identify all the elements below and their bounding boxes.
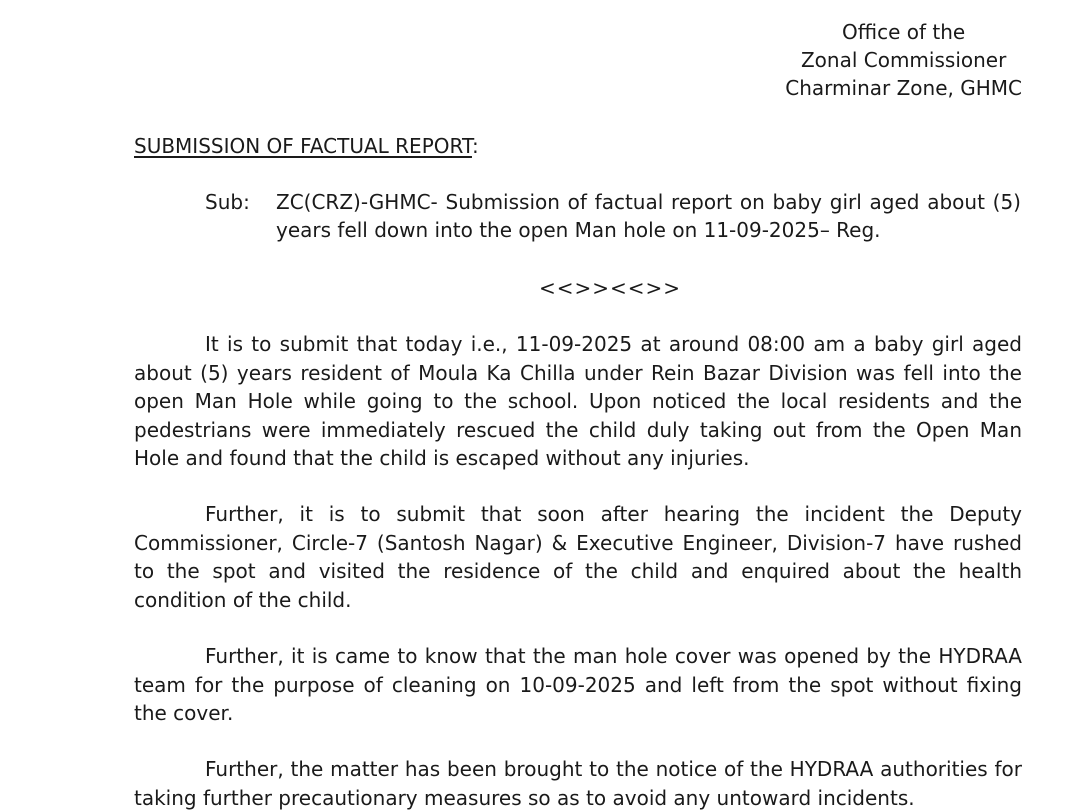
report-heading-text: SUBMISSION OF FACTUAL REPORT bbox=[134, 134, 472, 158]
subject-label: Sub: bbox=[205, 190, 250, 214]
paragraph-precautions: Further, the matter has been brought to the notice of the HYDRAA authorities for taking further precautionary measures so as to avoid any untoward incidents. bbox=[134, 757, 1022, 810]
office-line-3: Charminar Zone, GHMC bbox=[785, 76, 1022, 100]
subject-text: ZC(CRZ)-GHMC- Submission of factual report on baby girl aged about (5) years fell down into the open Man hole on 11-09-2025– Reg. bbox=[276, 190, 1021, 242]
section-separator: <<>><<>> bbox=[538, 276, 682, 300]
report-heading bbox=[134, 132, 479, 160]
office-line-1: Office of the bbox=[842, 20, 966, 44]
paragraph-officials-visit: Further, it is to submit that soon after hearing the incident the Deputy Commissioner, Circle-7 (Santosh Nagar) & Executive Engineer, Division-7 have rushed to the spot and visited the residence of the child and enquired about the health condition of the child. bbox=[134, 502, 1022, 612]
office-line-2: Zonal Commissioner bbox=[800, 48, 1007, 72]
subject-block bbox=[205, 188, 1021, 244]
paragraph-cover-opened: Further, it is came to know that the man hole cover was opened by the HYDRAA team for the purpose of cleaning on 10-09-2025 and left from the spot without fixing the cover. bbox=[134, 644, 1022, 725]
report-heading-colon: : bbox=[471, 134, 479, 158]
paragraph-incident: It is to submit that today i.e., 11-09-2025 at around 08:00 am a baby girl aged about (5) years resident of Moula Ka Chilla under Rein Bazar Division was fell into the open Man Hole while going to the school. Upon noticed the local residents and the pedestrians were immediately rescued the child duly taking out from the Open Man Hole and found that the child is escaped without any injuries. bbox=[134, 332, 1022, 470]
office-address bbox=[785, 18, 1022, 102]
